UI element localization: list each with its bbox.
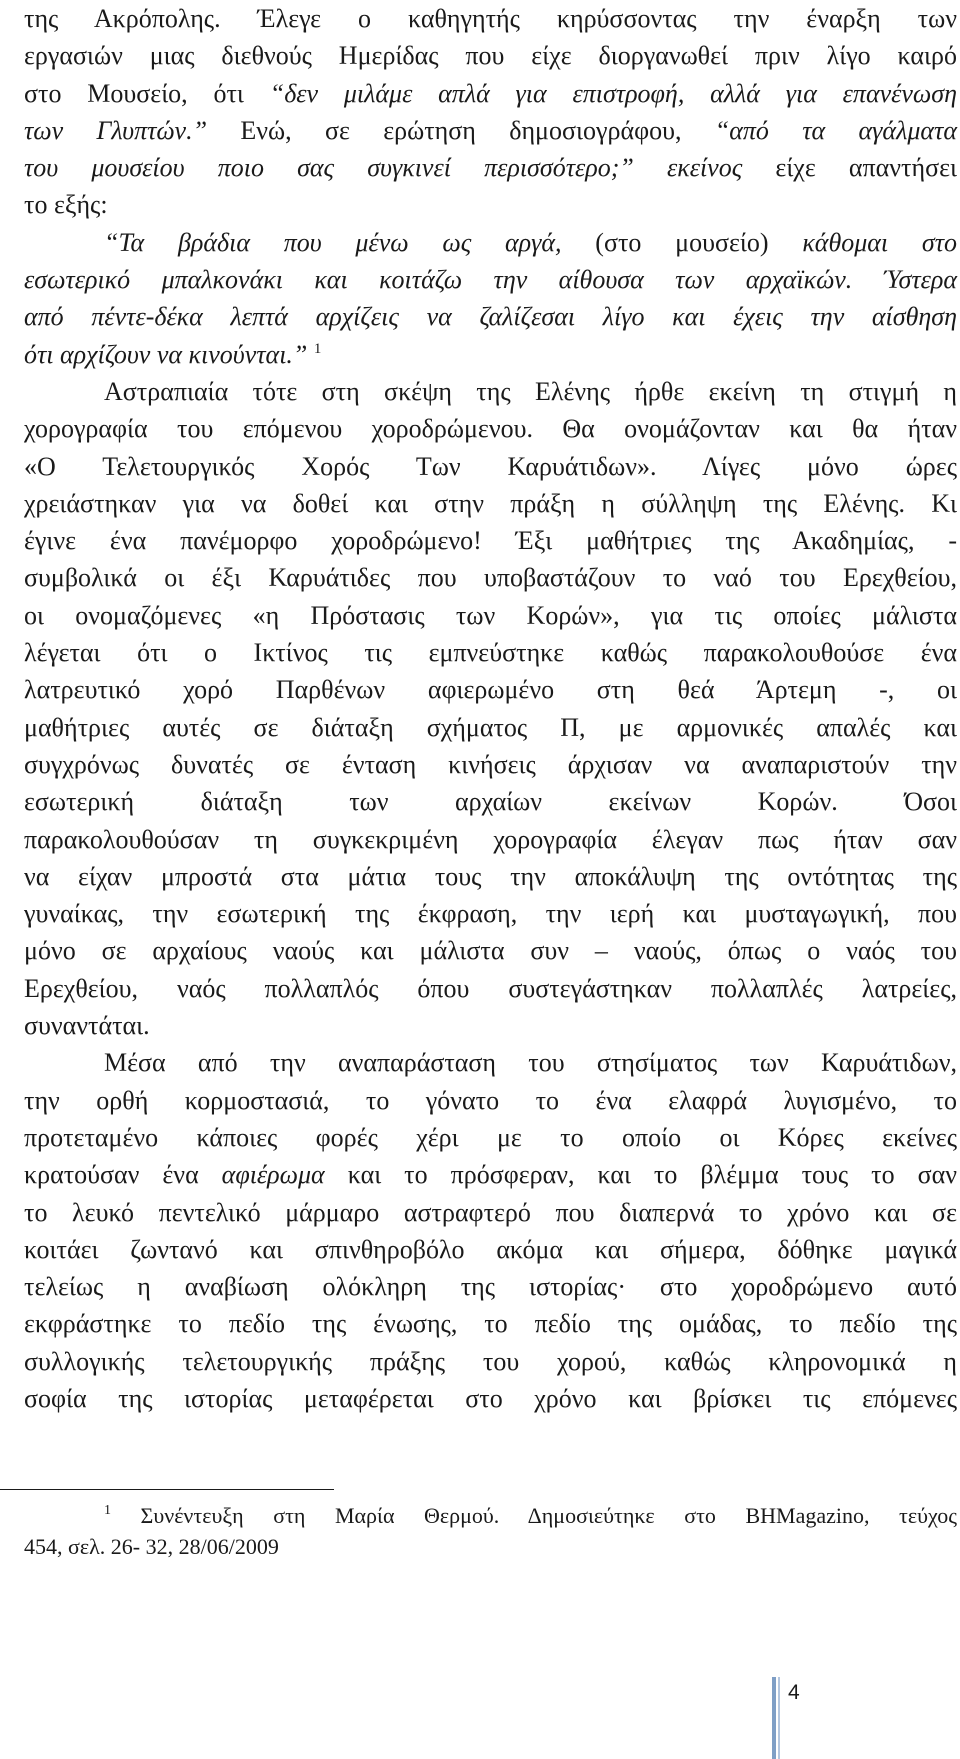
text-run: (στο μουσείο) xyxy=(561,227,803,257)
quote-line: εσωτερικό μπαλκονάκι και κοιτάζω την αίθουσα των αρχαϊκών. Ύστερα xyxy=(24,265,957,295)
body-line xyxy=(24,149,957,186)
quote-text: “Τα βράδια που μένω ως αργά, xyxy=(104,227,562,257)
body-line: τελείως η αναβίωση ολόκληρη της ιστορίας· στο χοροδρώμενο αυτό xyxy=(24,1272,957,1302)
body-line: εκφράστηκε το πεδίο της ένωσης, το πεδίο της ομάδας, το πεδίο της xyxy=(24,1309,957,1339)
body-line: συλλογικής τελετουργικής πράξης του χορού, καθώς κληρονομικά η xyxy=(24,1346,957,1376)
body-line: γυναίκας, την εσωτερική της έκφραση, την ιερή και μυσταγωγική, που xyxy=(24,899,957,929)
body-line: έγινε ένα πανέμορφο χοροδρώμενο! Έξι μαθήτριες της Ακαδημίας, - xyxy=(24,526,957,556)
body-line: Ερεχθείου, ναός πολλαπλός όπου συστεγάστηκαν πολλαπλές λατρείες, xyxy=(24,973,957,1003)
text-run: και το πρόσφεραν, και το βλέμμα τους το σαν xyxy=(324,1160,957,1190)
body-line: σοφία της ιστορίας μεταφέρεται στο χρόνο και βρίσκει τις επόμενες xyxy=(24,1383,957,1413)
body-line: παρακολουθούσαν τη συγκεκριμένη χορογραφία έλεγαν πως ήταν σαν xyxy=(24,824,957,854)
quote-line xyxy=(24,336,957,373)
body-line: χορογραφία του επόμενου χοροδρώμενου. Θα ονομάζονταν και θα ήταν xyxy=(24,414,957,444)
footnote-line: 454, σελ. 26- 32, 28/06/2009 xyxy=(24,1534,279,1559)
text-run: κρατούσαν ένα xyxy=(24,1160,222,1190)
page-number-accent-bar xyxy=(772,1677,776,1759)
text-run: στο Μουσείο, ότι xyxy=(24,78,270,108)
body-line: χρειάστηκαν για να δοθεί και στην πράξη η σύλληψη της Ελένης. Κι xyxy=(24,488,957,518)
body-line: μόνο σε αρχαίους ναούς και μάλιστα συν – ναούς, όπως ο ναός του xyxy=(24,936,957,966)
body-line: «Ο Τελετουργικός Χορός Των Καρυάτιδων». Λίγες μόνο ώρες xyxy=(24,451,957,481)
emphasis-text: αφιέρωμα xyxy=(221,1160,325,1190)
body-line xyxy=(24,75,957,112)
quote-text: “από τα αγάλματα xyxy=(714,115,957,145)
body-line xyxy=(24,112,957,149)
body-line: λατρευτικό χορό Παρθένων αφιερωμένο στη θεά Άρτεμη -, οι xyxy=(24,675,957,705)
body-line: της Ακρόπολης. Έλεγε ο καθηγητής κηρύσσοντας την έναρξη των xyxy=(24,4,957,33)
body-line: εργασιών μιας διεθνούς Ημερίδας που είχε διοργανωθεί πριν λίγο καιρό xyxy=(24,41,957,71)
body-line: συγχρόνως δυνατές σε ένταση κινήσεις άρχισαν να αναπαριστούν την xyxy=(24,749,957,779)
body-line: οι ονομαζόμενες «η Πρόστασις των Κορών», για τις οποίες μάλιστα xyxy=(24,600,957,630)
body-line: Μέσα από την αναπαράσταση του στησίματος των Καρυάτιδων, xyxy=(104,1048,957,1078)
body-line: το λευκό πεντελικό μάρμαρο αστραφτερό που διαπερνά το χρόνο και σε xyxy=(24,1197,957,1227)
page-number-accent-bar xyxy=(778,1677,780,1759)
body-line: Αστραπιαία τότε στη σκέψη της Ελένης ήρθε εκείνη τη στιγμή η xyxy=(104,376,957,406)
footnote-reference[interactable]: 1 xyxy=(313,340,322,357)
body-line: συμβολικά οι έξι Καρυάτιδες που υποβαστάζουν το ναό του Ερεχθείου, xyxy=(24,563,957,593)
body-line: το εξής: xyxy=(24,190,108,220)
footnote-text: Συνέντευξη στη Μαρία Θερμού. Δημοσιεύτηκε στο BHMagazino, τεύχος xyxy=(111,1503,957,1528)
quote-text: “δεν μιλάμε απλά για επιστροφή, αλλά για επανένωση xyxy=(269,78,957,108)
footnote-separator xyxy=(0,1489,334,1490)
body-line: συναντάται. xyxy=(24,1011,150,1041)
quote-text: των Γλυπτών.” xyxy=(24,115,208,145)
quote-text: του μουσείου ποιο σας συγκινεί περισσότερο;” εκείνος xyxy=(24,153,743,183)
quote-line xyxy=(24,224,957,261)
body-line: κοιτάει ζωντανό και σπινθηροβόλο ακόμα και σήμερα, δόθηκε μαγικά xyxy=(24,1234,957,1264)
quote-text: ότι αρχίζουν να κινούνται.” xyxy=(24,339,308,369)
body-line: την ορθή κορμοστασιά, το γόνατο το ένα ελαφρά λυγισμένο, το xyxy=(24,1085,957,1115)
body-line: λέγεται ότι ο Ικτίνος τις εμπνεύστηκε καθώς παρακολουθούσε ένα xyxy=(24,638,957,668)
body-line: προτεταμένο κάποιες φορές χέρι με το οποίο οι Κόρες εκείνες xyxy=(24,1122,957,1152)
footnote xyxy=(24,1500,957,1562)
footnote-marker: 1 xyxy=(104,1503,111,1518)
body-line xyxy=(24,1156,957,1193)
text-run: είχε απαντήσει xyxy=(742,153,957,183)
body-line: εσωτερική διάταξη των αρχαίων εκείνων Κορών. Όσοι xyxy=(24,787,957,817)
page-number: 4 xyxy=(788,1681,800,1704)
footnote-line xyxy=(24,1500,957,1531)
body-line: να είχαν μπροστά στα μάτια τους την αποκάλυψη της οντότητας της xyxy=(24,861,957,891)
body-line: μαθήτριες αυτές σε διάταξη σχήματος Π, με αρμονικές απαλές και xyxy=(24,712,957,742)
document-page xyxy=(24,0,957,1417)
quote-line: από πέντε-δέκα λεπτά αρχίζεις να ζαλίζεσαι λίγο και έχεις την αίσθηση xyxy=(24,302,957,332)
text-run: Ενώ, σε ερώτηση δημοσιογράφου, xyxy=(207,115,715,145)
quote-text: κάθομαι στο xyxy=(802,227,958,257)
